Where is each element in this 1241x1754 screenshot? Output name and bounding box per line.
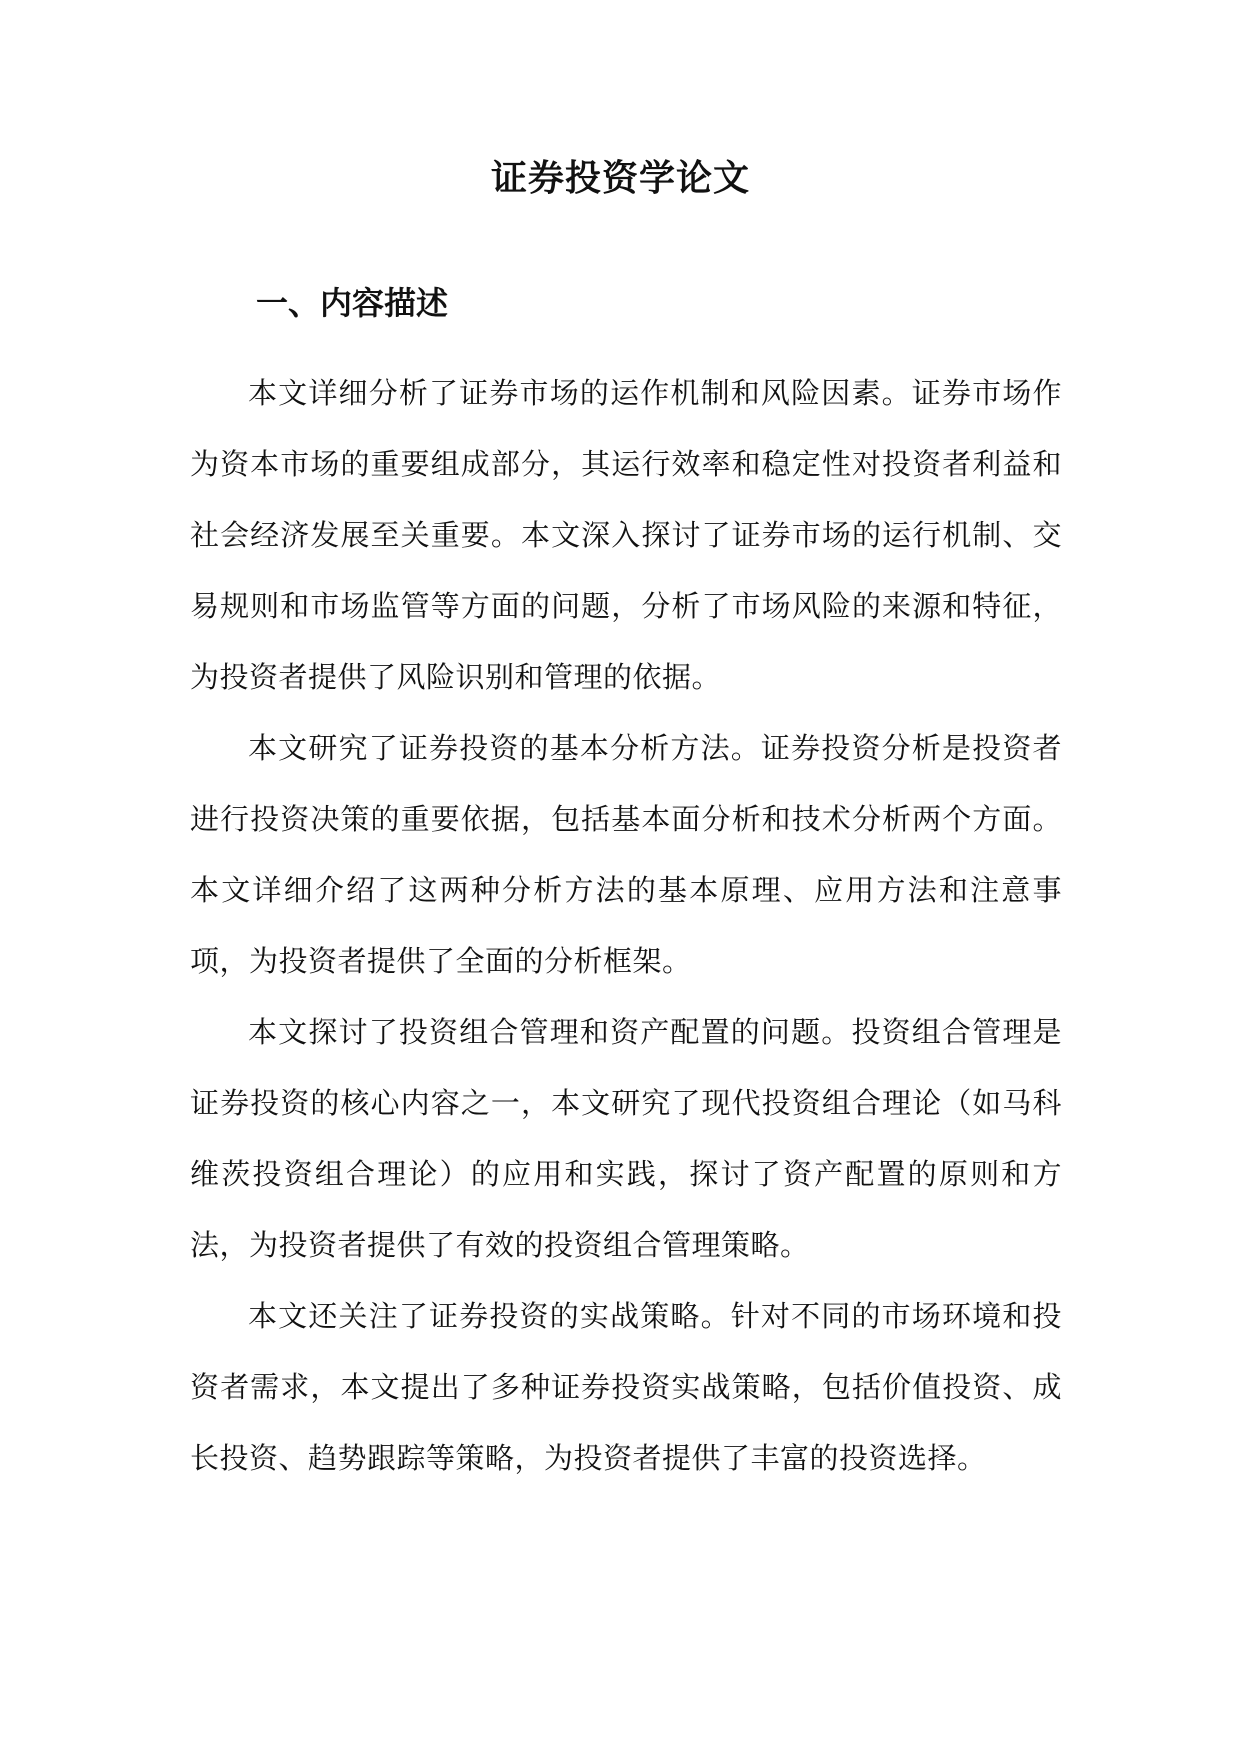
section-heading: 一、内容描述	[256, 284, 449, 322]
paragraph-4: 本文还关注了证券投资的实战策略。针对不同的市场环境和投资者需求，本文提出了多种证券投资实战策略，包括价值投资、成长投资、趋势跟踪等策略，为投资者提供了丰富的投资选择。	[190, 1299, 1062, 1475]
paragraph-1: 本文详细分析了证券市场的运作机制和风险因素。证券市场作为资本市场的重要组成部分，其运行效率和稳定性对投资者利益和社会经济发展至关重要。本文深入探讨了证券市场的运行机制、交易规则和市场监管等方面的问题，分析了市场风险的来源和特征，为投资者提供了风险识别和管理的依据。	[190, 376, 1062, 694]
page-title: 证券投资学论文	[490, 157, 750, 199]
paragraph-3: 本文探讨了投资组合管理和资产配置的问题。投资组合管理是证券投资的核心内容之一，本文研究了现代投资组合理论（如马科维茨投资组合理论）的应用和实践，探讨了资产配置的原则和方法，为投资者提供了有效的投资组合管理策略。	[190, 1015, 1062, 1262]
body-text	[190, 358, 1062, 1494]
paragraph-2: 本文研究了证券投资的基本分析方法。证券投资分析是投资者进行投资决策的重要依据，包括基本面分析和技术分析两个方面。本文详细介绍了这两种分析方法的基本原理、应用方法和注意事项，为投资者提供了全面的分析框架。	[190, 731, 1062, 978]
